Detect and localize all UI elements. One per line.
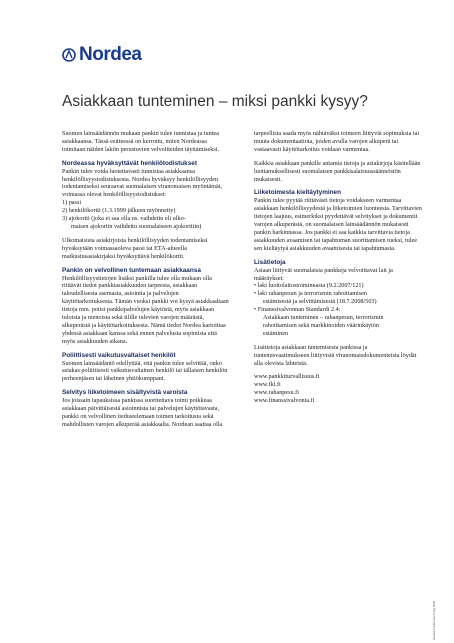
- refusal-paragraph: Pankin tulee pyytää riittävästi tietoja voidakseen varmentaa asiakkaan henkilöllisyydestä ja liiketoimien luonteesta. Tarvittavien tietojen laajuus, esimerkiksi pyydettävät selvitykset ja dokumentit varojen alkuperästä, on suomalaisen lainsäädännön mukaisesti pankin harkinnassa. Jos pankki ei saa kaikkia tarvittavia tietoja asiakkuuden avaamisen tai tapahtuman suorittamisen tueksi, tulee sen kieltäytyä asiakkuuden avaamisesta tai tapahtumasta.: [254, 197, 422, 252]
- section-heading-refusal: Liiketoimesta kieltäytyminen: [254, 189, 342, 197]
- list-item: Asiakkaan tunteminen – rahanpesun, terrorismin: [263, 314, 384, 322]
- nordea-logo: [62, 44, 141, 66]
- list-item: estäminen: [263, 329, 289, 337]
- list-item: 3) ajokortti (joka ei saa olla ns. vaihdettu eli ulko-: [62, 215, 186, 223]
- foreign-documents-paragraph: Ulkomaisista asiakirjoista henkilöllisyyden todentamiseksi hyväksytään voimassaoleva passi tai ETA-alueella matkustusasiakirjaksi hyväksyttävä henkilökortti.: [62, 236, 208, 260]
- section-heading-pep: Poliittisesti vaikutusvaltaiset henkilöt: [62, 351, 176, 359]
- link-finanssivalvonta[interactable]: www.finanssivalvonta.fi: [254, 397, 315, 405]
- id-documents-list: [62, 199, 230, 231]
- intro-paragraph: Suomen lainsäädännön mukaan pankin tulee tunnistaa ja tuntea asiakkaansa. Tässä esitteessä on kerrottu, miten Nordeassa toimitaan näiden lakiin perustuvien velvoitteiden täyttämiseksi.: [62, 130, 220, 153]
- list-item: 1) passi: [62, 199, 82, 207]
- link-pankkiturvallisuus[interactable]: www.pankkiturvallisuus.fi: [254, 373, 320, 381]
- id-documents-paragraph: Pankin tulee voida luotettavasti tunnistaa asiakkaansa henkilöllisyystodistuksesta. Nordea hyväksyy henkilöllisyyden todentamiseksi seuraavat suomalaisen viranomaisen myöntämät, voimassa olevat henkilöllisyystodistukset:: [62, 167, 222, 199]
- side-print-note: Nordea Pankki Suomi Oyj 08/11: [432, 600, 436, 640]
- page-title: Asiakkaan tunteminen – miksi pankki kysyy?: [62, 93, 368, 110]
- right-column: [254, 130, 424, 411]
- list-item: • laki luottolaitostoiminnasta (9.2.2007/121): [254, 282, 364, 290]
- section-heading-funds: Selvitys liiketoimeen sisältyvistä varoista: [62, 389, 188, 397]
- list-item: • laki rahanpesun ja terrorismin rahoittamisen: [254, 290, 367, 298]
- list-item: estämisestä ja selvittämisestä (18.7.2008/503): [263, 298, 377, 306]
- confidentiality-paragraph: Kaikkia asiakkaan pankille antamia tietoja ja asiakirjoja käsitellään luottamuksellisesti suomalaisen pankkisalaisuussäännöstön mukaisesti.: [254, 159, 421, 183]
- list-item: maisen ajokortin vaihdettu suomalaiseen ajokorttiin): [71, 222, 202, 230]
- logo-text: Nordea: [79, 44, 142, 65]
- pep-paragraph: Suomen lainsäädäntö edellyttää, että pankin tulee selvittää, onko asiakas poliittisesti vaikutusvaltainen henkilö tai tällaisen henkilön perheenjäsen tai läheinen yhtiökumppani.: [62, 359, 228, 383]
- sources-paragraph: Lisätietoja asiakkaan tuntemisesta pankissa ja tuntemisvaatimukseen liittyvistä viranomaisdokumenteista löydät alla olevista lähteistä.: [254, 343, 417, 367]
- continuation-paragraph: tarpeellista saada myös nähtäväksi toimeen liittyviä sopimuksia tai muuta dokumentaatiota, joiden avulla varojen alkuperä tai vastaavasti käyttötarkoitus voidaan varmentaa.: [254, 130, 420, 153]
- laws-intro-paragraph: Asiaan liittyvät suomalaisia pankkeja velvoittavat lait ja määräykset:: [254, 266, 393, 282]
- link-fkl[interactable]: www.fkl.fi: [254, 381, 281, 389]
- list-item: 2) henkilökortti (1.3.1999 jälkeen myönnetty): [62, 207, 176, 215]
- section-heading-know-customer: Pankin on velvollinen tuntemaan asiakkaansa: [62, 266, 201, 274]
- list-item: • Finanssivalvonnan Standardi 2.4:: [254, 306, 341, 314]
- left-column: [62, 130, 230, 435]
- links-list: [254, 373, 424, 405]
- section-heading-id-documents: Nordeassa hyväksyttävät henkilötodistukset: [62, 159, 197, 167]
- nordea-logo-icon: [62, 48, 76, 62]
- laws-list: [254, 282, 424, 337]
- section-heading-more-info: Lisätietoja: [254, 258, 286, 266]
- funds-paragraph: Jos joissain tapauksissa pankissa suoritettava toimi poikkeaa asiakkaan päivittäisestä asioinnista tai palvelujen käyttötavasta, pankki on velvollinen tiedustelemaan toimen tarkoitusta sekä mahdollisten varojen alkuperää asiakkaalta. Nordean saattaa olla: [62, 397, 223, 428]
- link-rahanpesu[interactable]: www.rahanpesu.fi: [254, 389, 299, 397]
- know-customer-paragraph: Henkilöllisyystietojen lisäksi pankilla tulee olla mukaan olla riittävät tiedot pankkiasiakkuuden tarpeesta, asiakkaan taloudellisesta asemasta, asiointia ja palvelujen käyttötarkoituksesta. Tämän vuoksi pankki voi kysyä asiakkaaltaan tietoja mm. poitsi pankkipalvelujen käytöstä, myös asiakkaan tuloista ja menoista sekä tilille tulevien varojen määrästä, alkuperästä ja käyttötarkoituksesta. Nämä tiedot Nordea kartoittaa yhdessä asiakkaan kanssa sekä ennen palvelusta sopimista että myös asiakkuuden aikana.: [62, 274, 229, 345]
- list-item: rahoittamisen sekä markkinoiden väärinkäytön: [263, 321, 379, 329]
